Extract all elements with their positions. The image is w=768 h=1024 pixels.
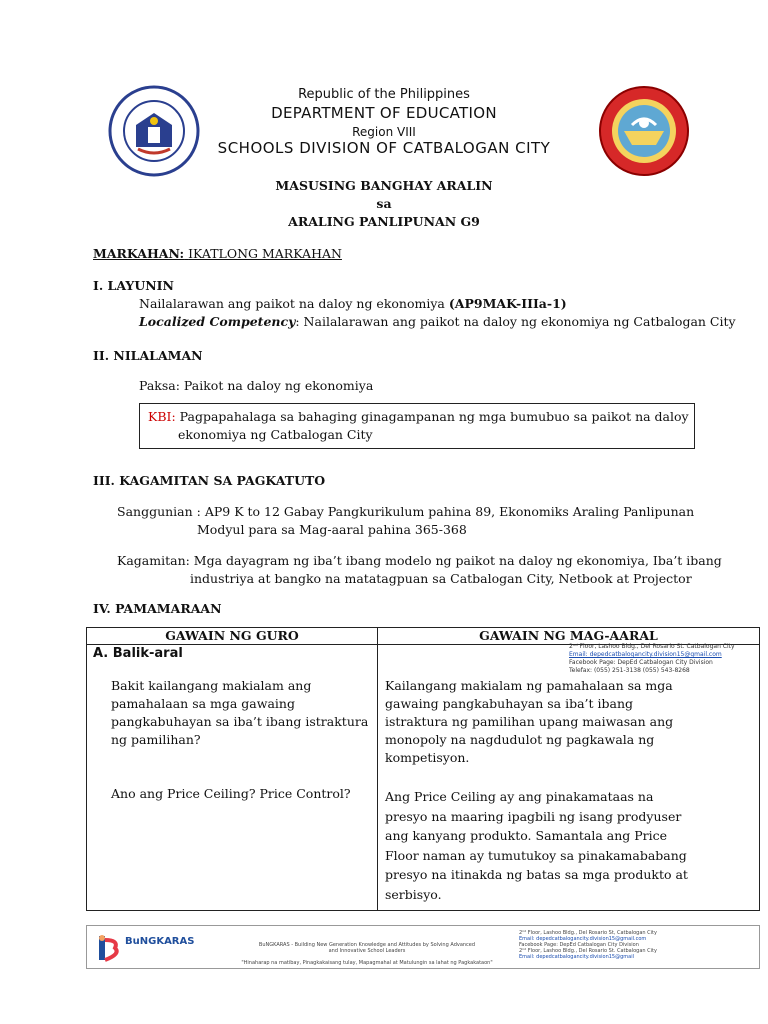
overlay-telefax: Telefax: (055) 251-3138 (055) 543-8268 [569, 667, 690, 674]
region-label: Region VIII [352, 125, 416, 139]
overlay-facebook: Facebook Page: DepEd Catbalogan City Division [569, 659, 713, 666]
competency-code: (AP9MAK-IIIa-1) [448, 296, 567, 311]
kagamitan-heading: III. KAGAMITAN SA PAGKATUTO [93, 473, 326, 488]
footer-contact [519, 930, 759, 960]
nilalaman-heading: II. NILALAMAN [93, 348, 203, 363]
answer-1 [385, 677, 673, 767]
footer [86, 925, 760, 969]
footer-address-2: 2ⁿᵈ Floor, Lashoo Bldg., Del Rosario St. Catbalogan City [519, 948, 657, 954]
title-line-3: ARALING PANLIPUNAN G9 [288, 214, 480, 229]
a1-line: istraktura ng pamilihan upang maiwasan ang [385, 714, 674, 729]
q1-line: Bakit kailangang makialam ang [111, 678, 312, 693]
markahan-value: IKATLONG MARKAHAN [188, 246, 342, 261]
division-label: SCHOOLS DIVISION OF CATBALOGAN CITY [217, 139, 551, 157]
a2-line: presyo na itinakda ng batas sa mga produkto at [385, 867, 688, 882]
localized-competency [139, 313, 736, 331]
q1-line: pamahalaan sa mga gawaing [111, 696, 295, 711]
localized-label: Localized Competency [139, 314, 296, 329]
overlay-address: 2ⁿᵈ Floor, Lashoo Bldg., Del Rosario St. Catbalogan City [569, 643, 735, 650]
department-label: DEPARTMENT OF EDUCATION [271, 104, 497, 122]
col-header-guro: GAWAIN NG GURO [165, 628, 299, 643]
a2-line: Floor naman ay tumutukoy sa pinakamababang [385, 847, 687, 863]
republic-label: Republic of the Philippines [298, 87, 470, 102]
localized-text: : Nailalarawan ang paikot na daloy ng ekonomiya ng Catbalogan City [295, 314, 736, 329]
question-1 [111, 677, 368, 749]
kagamitan-line-2: industriya at bangko na matatagpuan sa Catbalogan City, Netbook at Projector [190, 571, 692, 586]
a2-line: presyo na maaring ipagbili ng isang prodyuser [385, 808, 682, 824]
footer-address: 2ⁿᵈ Floor, Lashoo Bldg., Del Rosario St, Catbalogan City [519, 930, 657, 936]
overlay-contact-info [569, 643, 759, 675]
sanggunian-line-2: Modyul para sa Mag-aaral pahina 365-368 [197, 522, 467, 537]
q1-line: ng pamilihan? [111, 732, 201, 747]
footer-email-2: Email: depedcatbalogancity.division15@gmail [519, 954, 635, 960]
paksa-text: Paksa: Paikot na daloy ng ekonomiya [139, 378, 374, 393]
objective-text: Nailalarawan ang paikot na daloy ng ekonomiya [139, 296, 449, 311]
pamamaraan-table [86, 627, 760, 911]
a1-line: Kailangang makialam ng pamahalaan sa mga [385, 678, 673, 693]
layunin-heading: I. LAYUNIN [93, 278, 174, 293]
footer-tagline: BuNGKARAS - Building New Generation Knowledge and Attitudes by Solving Advanced and Innovative School Leaders [258, 942, 476, 954]
table-col-divider [377, 628, 378, 910]
bungkaras-logo-icon [93, 932, 123, 964]
q2-line: Ano ang Price Ceiling? Price Control? [111, 786, 351, 801]
kbi-text-1: Pagpapahalaga sa bahaging ginagampanan ng mga bumubuo sa paikot na daloy [175, 409, 689, 424]
markahan-line [93, 245, 342, 263]
q1-line: pangkabuhayan sa iba’t ibang istraktura [111, 714, 369, 729]
title-line-2: sa [376, 196, 392, 211]
section-balik-aral: A. Balik-aral [93, 646, 183, 661]
kbi-line-1 [148, 408, 689, 426]
kbi-box [139, 403, 695, 449]
pamamaraan-heading: IV. PAMAMARAAN [93, 601, 222, 616]
a1-line: monopoly na nagdudulot ng pagkawala ng [385, 732, 655, 747]
footer-tagline-2: "Hinaharap na matibay, Pinagkakaisang tulay, Mapagmahal at Matulungin sa lahat ng Pagkakataon" [241, 960, 493, 966]
a1-line: gawaing pangkabuhayan sa iba’t ibang [385, 696, 634, 711]
answer-2 [385, 787, 688, 904]
overlay-email: Email: depedcatbalogancity.division15@gmail.com [569, 651, 722, 658]
footer-email: Email: depedcatbalogancity.division15@gmail.com [519, 936, 647, 942]
markahan-label: MARKAHAN: [93, 246, 185, 261]
footer-facebook: Facebook Page: DepEd Catbalogan City Division [519, 942, 639, 948]
layunin-objective [139, 295, 567, 313]
sanggunian-line-1: Sanggunian : AP9 K to 12 Gabay Pangkurikulum pahina 89, Ekonomiks Araling Panlipunan [117, 504, 695, 519]
a1-line: kompetisyon. [385, 750, 470, 765]
footer-brand: BuNGKARAS [125, 936, 195, 947]
question-2 [111, 785, 351, 803]
kagamitan-line-1: Kagamitan: Mga dayagram ng iba’t ibang modelo ng paikot na daloy ng ekonomiya, Iba’t ibang [117, 553, 722, 568]
col-header-mag-aaral: GAWAIN NG MAG-AARAL [479, 628, 658, 643]
title-line-1: MASUSING BANGHAY ARALIN [275, 178, 493, 193]
kbi-text-2: ekonomiya ng Catbalogan City [178, 427, 373, 442]
a2-line: ang kanyang produkto. Samantala ang Price [385, 828, 668, 843]
a2-line: serbisyo. [385, 886, 442, 902]
kbi-label: KBI: [148, 409, 176, 424]
a2-line: Ang Price Ceiling ay ang pinakamataas na [385, 789, 654, 804]
